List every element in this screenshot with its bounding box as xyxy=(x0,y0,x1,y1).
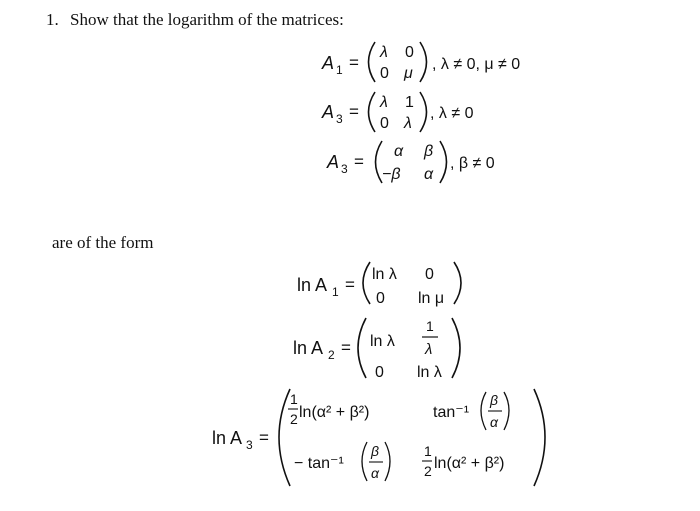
a1-entry-11: λ xyxy=(380,44,388,61)
la1-entry-12: 0 xyxy=(425,266,434,283)
a1-entry-12: 0 xyxy=(405,44,414,61)
la3-e21-left-paren xyxy=(362,442,367,481)
a1-left-paren xyxy=(369,42,376,82)
problem-statement: Show that the logarithm of the matrices: xyxy=(70,10,344,29)
a2-subscript: 3 xyxy=(336,112,343,126)
la3-left-paren xyxy=(279,389,290,486)
a2-entry-11: λ xyxy=(380,94,388,111)
la3-e21-right-paren xyxy=(385,442,390,481)
log-a2-equation xyxy=(293,318,460,381)
a3-equals: = xyxy=(354,152,364,171)
a2-entry-22: λ xyxy=(404,115,412,132)
a3-entry-12: β xyxy=(424,143,434,160)
la3-lhs: ln A xyxy=(212,428,243,448)
la2-right-paren xyxy=(452,318,460,378)
a3-entry-22: α xyxy=(424,166,434,183)
la1-equals: = xyxy=(345,275,355,294)
la2-subscript: 2 xyxy=(328,348,335,362)
a2-entry-21: 0 xyxy=(380,115,389,132)
la3-e12-tan-inverse: tan⁻¹ xyxy=(433,404,470,421)
a3-entry-11: α xyxy=(394,143,404,160)
la2-entry-22: ln λ xyxy=(417,364,442,381)
a2-condition: , λ ≠ 0 xyxy=(430,105,474,122)
la2-entry-21: 0 xyxy=(375,364,384,381)
a2-right-paren xyxy=(420,92,427,132)
a1-right-paren xyxy=(420,42,427,82)
a1-equals: = xyxy=(349,53,359,72)
la2-left-paren xyxy=(358,318,366,378)
la1-subscript: 1 xyxy=(332,285,339,299)
matrix-a1-equation xyxy=(321,42,520,82)
a2-equals: = xyxy=(349,102,359,121)
a3-subscript: 3 xyxy=(341,162,348,176)
la1-entry-11: ln λ xyxy=(372,266,397,283)
la3-e12-left-paren xyxy=(481,392,486,430)
la3-e22-expression: ln(α² + β²) xyxy=(434,455,505,472)
la3-e12-frac-denominator: α xyxy=(490,414,498,430)
a1-subscript: 1 xyxy=(336,63,343,77)
la1-lhs: ln A xyxy=(297,275,328,295)
matrix-a3-equation xyxy=(326,141,495,183)
a1-lhs: A xyxy=(322,53,335,73)
matrix-a2-equation xyxy=(321,92,474,132)
la3-e11-expression: ln(α² + β²) xyxy=(299,404,370,421)
a1-entry-21: 0 xyxy=(380,65,389,82)
la3-equals: = xyxy=(259,428,269,447)
la2-equals: = xyxy=(341,338,351,357)
a2-entry-12: 1 xyxy=(405,94,414,111)
a1-condition: , λ ≠ 0, μ ≠ 0 xyxy=(432,56,521,73)
la3-e21-frac-numerator: β xyxy=(371,443,379,459)
la3-right-paren xyxy=(534,389,545,486)
la3-e22-half-numerator: 1 xyxy=(424,443,432,459)
la2-entry-12-numerator: 1 xyxy=(426,318,434,334)
a3-entry-21: −β xyxy=(382,166,401,183)
la3-e22-half-denominator: 2 xyxy=(424,463,432,479)
la1-entry-21: 0 xyxy=(376,290,385,307)
a1-entry-22: μ xyxy=(404,65,413,82)
a2-left-paren xyxy=(369,92,376,132)
la3-e11-half-numerator: 1 xyxy=(290,391,298,407)
la2-lhs: ln A xyxy=(293,338,324,358)
a2-lhs: A xyxy=(322,102,335,122)
a3-lhs: A xyxy=(327,152,340,172)
la3-e11-half-denominator: 2 xyxy=(290,411,298,427)
log-a3-equation xyxy=(212,389,545,486)
la3-subscript: 3 xyxy=(246,438,253,452)
la2-entry-12-denominator: λ xyxy=(425,341,433,358)
transition-text: are of the form xyxy=(52,233,154,252)
a3-condition: , β ≠ 0 xyxy=(450,155,495,172)
la3-e12-frac-numerator: β xyxy=(490,392,498,408)
la3-e12-right-paren xyxy=(504,392,509,430)
a3-right-paren xyxy=(440,141,447,183)
la1-entry-22: ln μ xyxy=(418,290,445,307)
la2-entry-11: ln λ xyxy=(370,333,395,350)
la3-e21-frac-denominator: α xyxy=(371,465,379,481)
la1-left-paren xyxy=(363,262,370,304)
problem-number: 1. xyxy=(46,10,59,29)
la1-right-paren xyxy=(454,262,461,304)
la3-e21-neg-tan-inverse: − tan⁻¹ xyxy=(294,455,344,472)
log-a1-equation xyxy=(297,262,461,307)
